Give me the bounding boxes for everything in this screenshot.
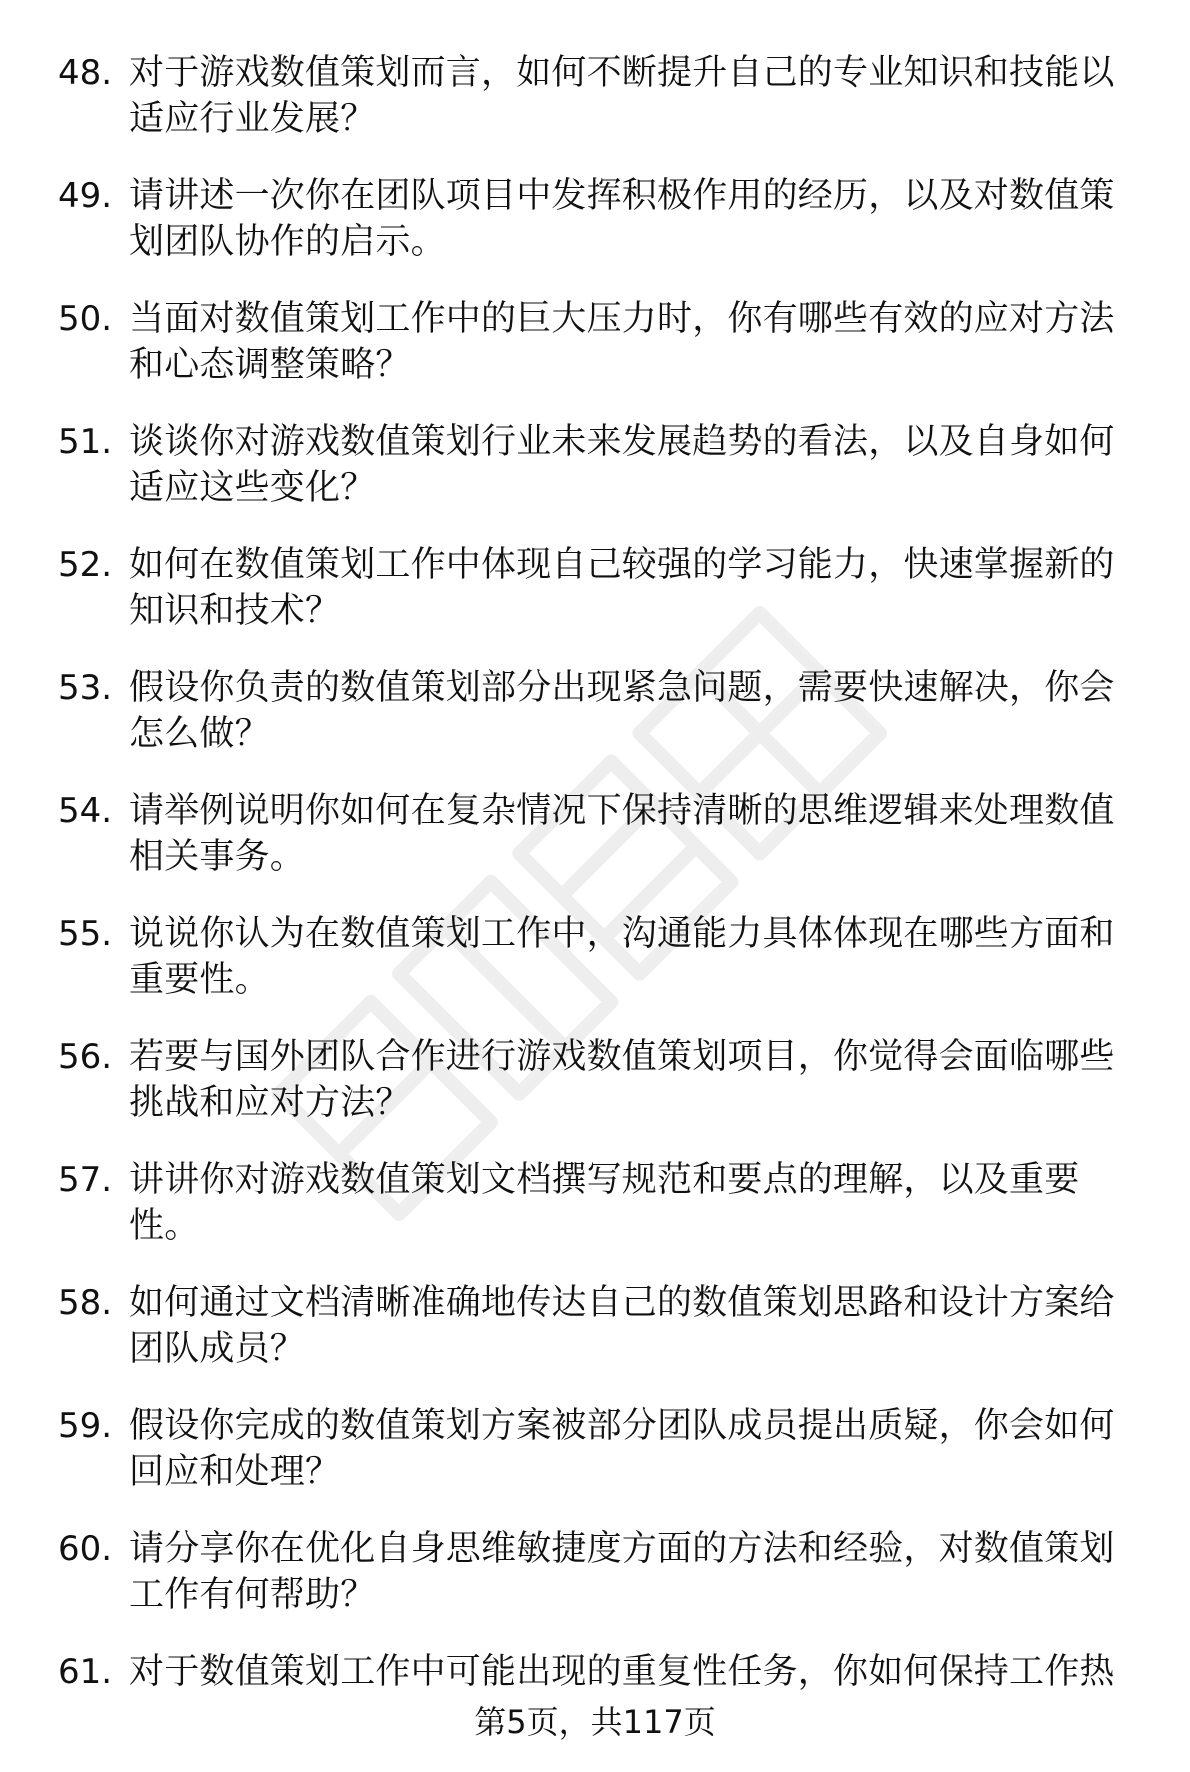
question-text: 说说你认为在数值策划工作中，沟通能力具体体现在哪些方面和重要性。 [129,914,1115,1000]
question-item [58,665,1148,788]
question-number: 49. [58,176,113,216]
question-item [58,1280,1148,1403]
question-item [58,1403,1148,1526]
question-list [58,50,1148,1772]
question-number: 53. [58,668,113,708]
question-number: 56. [58,1037,113,1077]
page-footer: 第5页，共117页 [474,1703,716,1741]
question-item [58,296,1148,419]
question-number: 48. [58,53,113,93]
question-item [58,1526,1148,1649]
question-text: 对于数值策划工作中可能出现的重复性任务，你如何保持工作热 [129,1652,1115,1692]
question-text: 谈谈你对游戏数值策划行业未来发展趋势的看法，以及自身如何适应这些变化？ [129,422,1115,508]
question-text: 假设你负责的数值策划部分出现紧急问题，需要快速解决，你会怎么做？ [129,668,1115,754]
question-text: 对于游戏数值策划而言，如何不断提升自己的专业知识和技能以适应行业发展？ [129,53,1115,139]
question-item [58,173,1148,296]
question-item [58,1034,1148,1157]
question-text: 假设你完成的数值策划方案被部分团队成员提出质疑，你会如何回应和处理？ [129,1406,1115,1492]
question-text: 请举例说明你如何在复杂情况下保持清晰的思维逻辑来处理数值相关事务。 [129,791,1115,877]
question-number: 60. [58,1529,113,1569]
question-item [58,788,1148,911]
question-item [58,419,1148,542]
question-item [58,911,1148,1034]
question-item [58,542,1148,665]
question-number: 59. [58,1406,113,1446]
question-item [58,1157,1148,1280]
question-text: 请分享你在优化自身思维敏捷度方面的方法和经验，对数值策划工作有何帮助？ [129,1529,1115,1615]
question-number: 57. [58,1160,113,1200]
question-text: 讲讲你对游戏数值策划文档撰写规范和要点的理解，以及重要性。 [129,1160,1080,1246]
question-number: 61. [58,1652,113,1692]
question-number: 50. [58,299,113,339]
question-item [58,50,1148,173]
question-number: 52. [58,545,113,585]
question-text: 请讲述一次你在团队项目中发挥积极作用的经历，以及对数值策划团队协作的启示。 [129,176,1115,262]
question-number: 55. [58,914,113,954]
question-number: 54. [58,791,113,831]
question-text: 若要与国外团队合作进行游戏数值策划项目，你觉得会面临哪些挑战和应对方法？ [129,1037,1115,1123]
question-text: 当面对数值策划工作中的巨大压力时，你有哪些有效的应对方法和心态调整策略？ [129,299,1115,385]
question-text: 如何在数值策划工作中体现自己较强的学习能力，快速掌握新的知识和技术？ [129,545,1115,631]
question-number: 58. [58,1283,113,1323]
question-text: 如何通过文档清晰准确地传达自己的数值策划思路和设计方案给团队成员？ [129,1283,1115,1369]
question-number: 51. [58,422,113,462]
